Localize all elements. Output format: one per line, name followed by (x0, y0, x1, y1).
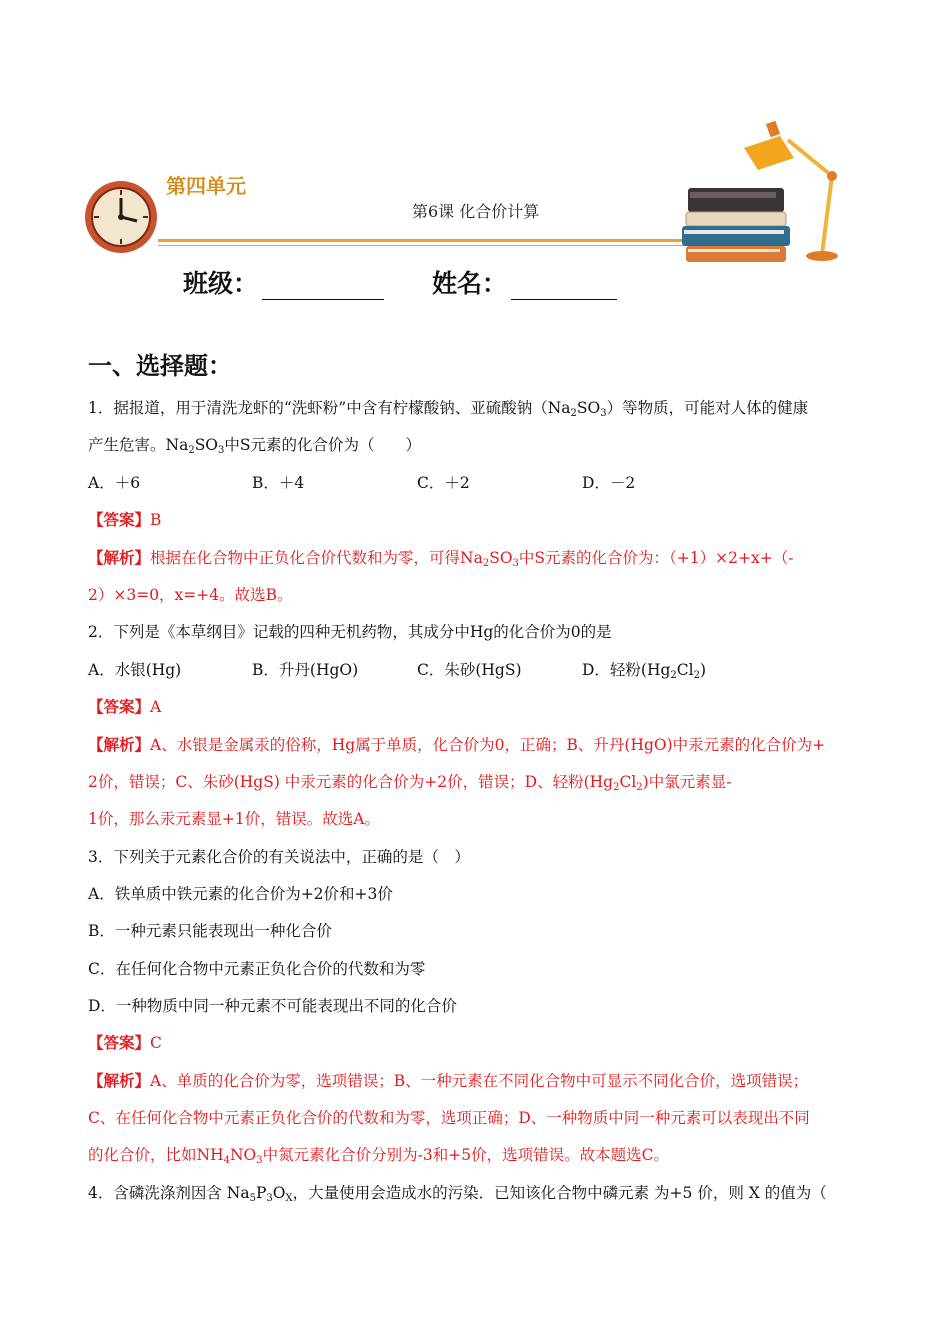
q1-option-a: A．＋6 (88, 474, 141, 492)
class-blank[interactable] (262, 275, 384, 300)
q2-analysis-line2: 2价，错误；C、朱砂(HgS) 中汞元素的化合价为+2价，错误；D、轻粉$(Hg_2Cl_2)$中氯元素显- (88, 773, 732, 793)
q1-option-b: B．＋4 (252, 474, 305, 492)
q2-option-b: B．升丹(HgO) (252, 661, 359, 679)
q2-option-d: D．轻粉$(Hg_2Cl_2)$ (582, 661, 707, 681)
q2-option-c: C．朱砂(HgS) (417, 661, 522, 679)
q3-option-a: A．铁单质中铁元素的化合价为+2价和+3价 (88, 885, 393, 903)
header-divider (158, 239, 723, 242)
q3-option-c: C．在任何化合物中元素正负化合价的代数和为零 (88, 960, 426, 978)
q3-analysis-line1: 【解析】A、单质的化合价为零，选项错误；B、一种元素在不同化合物中可显示不同化合价，选项错误； (88, 1071, 809, 1090)
clock-icon (82, 178, 162, 256)
q4-stem: 4．含磷洗涤剂因含 $Na_5P_3O_X$，大量使用会造成水的污染．已知该化合物中磷元素 为+5 价，则 X 的值为（ (88, 1184, 827, 1204)
q3-stem: 3．下列关于元素化合价的有关说法中，正确的是（ ） (88, 848, 470, 866)
q3-answer: 【答案】C (88, 1033, 162, 1052)
q2-answer: 【答案】A (88, 697, 162, 716)
name-label: 姓名： (432, 269, 508, 298)
q1-answer: 【答案】B (88, 510, 162, 529)
q3-option-b: B．一种元素只能表现出一种化合价 (88, 922, 332, 940)
q2-analysis-line1: 【解析】A、水银是金属汞的俗称，Hg属于单质，化合价为0，正确；B、升丹(HgO)中汞元素的化合价为+ (88, 735, 826, 754)
q1-option-c: C．＋2 (417, 474, 470, 492)
header-divider-thin (158, 245, 723, 246)
section-title: 一、选择题： (88, 352, 232, 380)
q2-stem: 2．下列是《本草纲目》记载的四种无机药物，其成分中Hg的化合价为0的是 (88, 623, 612, 641)
q3-analysis-line3: 的化合价，比如$NH_4NO_3$中氮元素化合价分别为-3和+5价，选项错误。故本题选C。 (88, 1146, 669, 1166)
unit-label: 第四单元 (166, 174, 246, 198)
q1-option-d: D．－2 (582, 474, 636, 492)
q1-stem-line2: 产生危害。$Na_2SO_3$中S元素的化合价为（ ） (88, 436, 422, 456)
class-field (183, 264, 384, 300)
q3-analysis-line2: C、在任何化合物中元素正负化合价的代数和为零，选项正确；D、一种物质中同一种元素可以表现出不同 (88, 1109, 810, 1127)
page-header (0, 0, 950, 300)
q1-analysis-line1: 【解析】根据在化合物中正负化合价代数和为零，可得$Na_2SO_3$中S元素的化合价为：（+1）×2+x+（- (88, 548, 794, 569)
name-blank[interactable] (511, 275, 617, 300)
q3-option-d: D．一种物质中同一种元素不可能表现出不同的化合价 (88, 997, 457, 1015)
lesson-title: 第6课 化合价计算 (412, 202, 540, 221)
name-field (432, 264, 617, 300)
q1-analysis-line2: 2）×3=0，x=+4。故选B。 (88, 586, 293, 604)
q2-analysis-line3: 1价，那么汞元素显+1价，错误。故选A。 (88, 810, 380, 828)
q2-option-a: A．水银(Hg) (88, 661, 182, 679)
q1-stem-line1: 1．据报道，用于清洗龙虾的“洗虾粉”中含有柠檬酸钠、亚硫酸钠$(Na_2SO_3)$等物质，可能对人体的健康 (88, 399, 809, 419)
books-lamp-illustration (676, 118, 856, 268)
class-label: 班级： (183, 269, 259, 298)
